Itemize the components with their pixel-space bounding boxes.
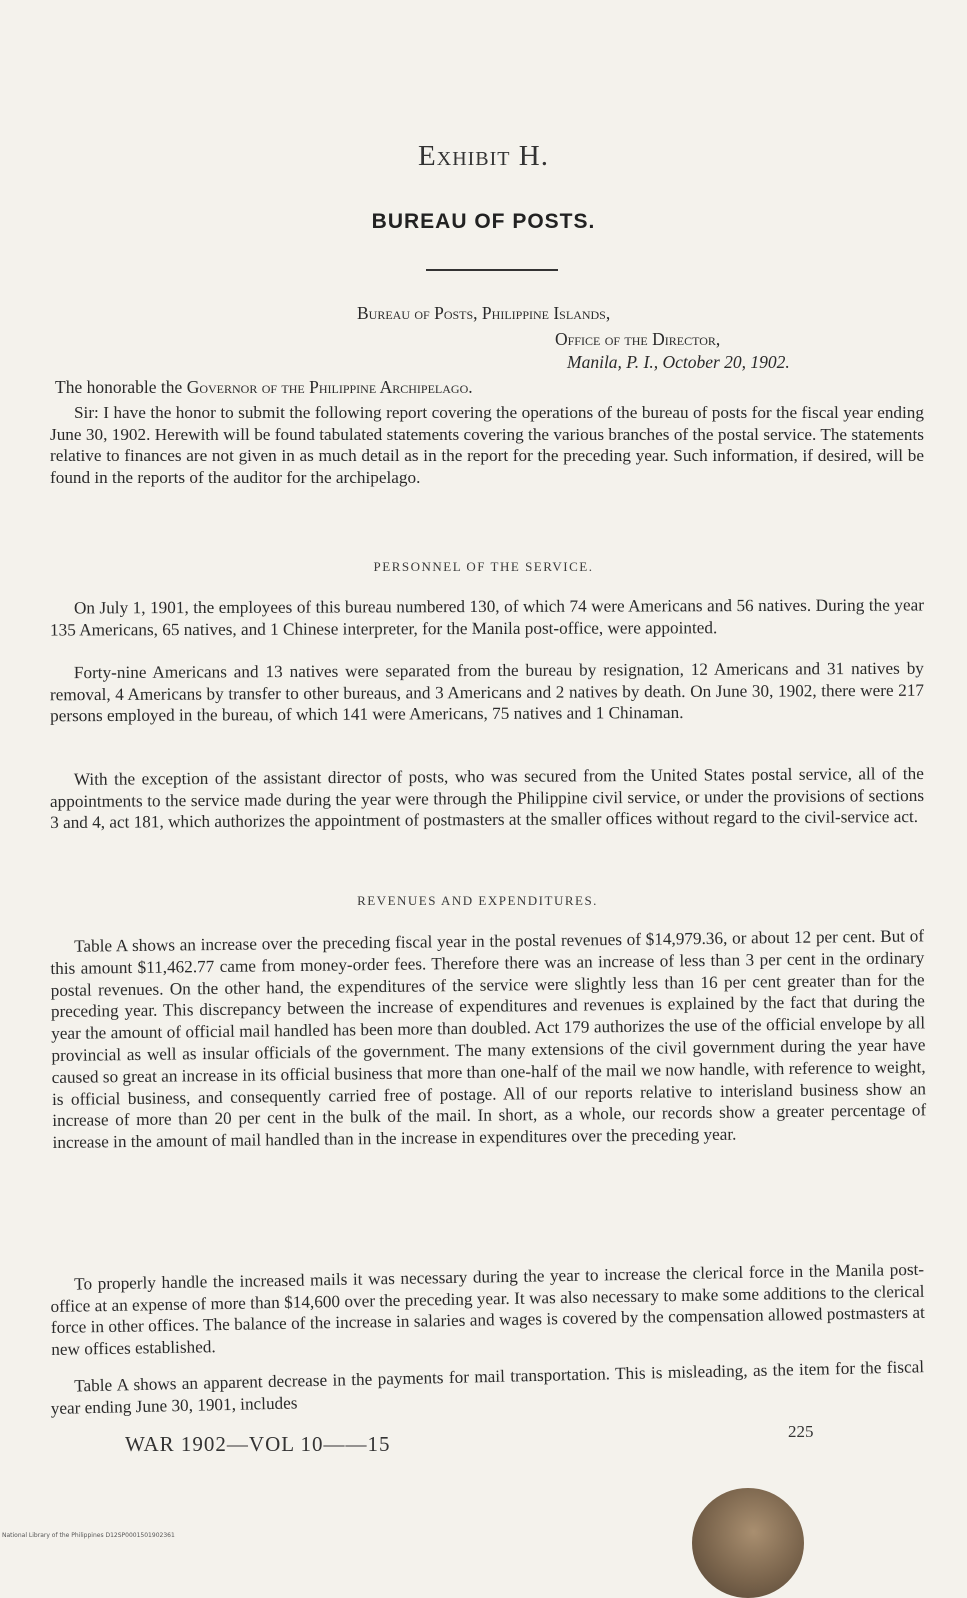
personnel-paragraph-2: Forty-nine Americans and 13 natives were separated from the bureau by resignation, 12 Americans and 31 natives by removal, 4 Americans by transfer to other bureaus, and 3 Americans and 2 natives by death. On June 30, 1902, there were 217 persons employed in the bureau, of which 141 were Americans, 75 natives and 1 Chinaman.: [49, 658, 925, 726]
exhibit-heading: Exhibit H.: [418, 140, 549, 172]
salutation: [55, 377, 925, 398]
address-line-office: Office of the Director,: [555, 329, 721, 349]
revenues-paragraph-1: Table A shows an increase over the preceding fiscal year in the postal revenues of $14,979.36, or about 12 per cent. But of this amount $11,462.77 came from money-order fees. Therefore there was an increase of less than 3 per cent in the ordinary postal revenues. On the other hand, the expenditures of the service were slightly less than 16 per cent greater than for the preceding year. This discrepancy between the increase of expenditures and revenues is explained by the fact that during the year the amount of official mail handled has been more than doubled. Act 179 authorizes the use of the official envelope by all provincial as well as insular officials of the government. The many extensions of the civil government during the year have caused so great an increase in its official business that more than one-half of the mail we now handle, with reference to weight, is official business, and consequently carried free of postage. All of our reports relative to interisland business show an increase of more than 20 per cent in the bulk of the mail. In short, as a whole, our records show a greater percentage of increase in the amount of mail handled than in the increase in expenditures over the preceding year.: [50, 926, 927, 1153]
revenues-paragraph-2: To properly handle the increased mails it was necessary during the year to increase the clerical force in the Manila post-office at an expense of more than $14,600 over the preceding year. It was also necessary to make some additions to the clerical force in other offices. The balance of the increase in salaries and wages is covered by the compensation allowed postmasters at new offices established.: [50, 1259, 925, 1359]
personnel-paragraph-1: On July 1, 1901, the employees of this bureau numbered 130, of which 74 were Americans and 56 natives. During the year 135 Americans, 65 natives, and 1 Chinese interpreter, for the Manila post-office, were appointed.: [50, 595, 924, 640]
address-line-bureau: Bureau of Posts, Philippine Islands,: [357, 303, 611, 323]
address-line-date: Manila, P. I., October 20, 1902.: [567, 352, 790, 372]
section-heading-revenues: REVENUES AND EXPENDITURES.: [357, 893, 598, 908]
title-divider: [426, 269, 558, 271]
salutation-addressee: Governor of the Philippine Archipelago.: [186, 377, 473, 397]
revenues-paragraph-3: Table A shows an apparent decrease in the payments for mail transportation. This is misleading, as the item for the fiscal year ending June 30, 1901, includes: [50, 1357, 925, 1418]
page-number: 225: [788, 1422, 814, 1441]
scan-credit: National Library of the Philippines D12SP0001501902361: [2, 1532, 175, 1539]
personnel-paragraph-3: With the exception of the assistant director of posts, who was secured from the United States postal service, all of the appointments to the service made during the year were through the Philippine civil service, or under the provisions of sections 3 and 4, act 181, which authorizes the appointment of postmasters at the smaller offices without regard to the civil-service act.: [49, 763, 925, 833]
signature-mark: WAR 1902—VOL 10——15: [125, 1432, 391, 1456]
page-title: BUREAU OF POSTS.: [371, 210, 596, 233]
section-heading-personnel: PERSONNEL OF THE SERVICE.: [373, 559, 594, 574]
scanner-thumb-image: [692, 1488, 804, 1598]
salutation-prefix: The honorable the: [55, 377, 187, 397]
intro-paragraph: Sir: I have the honor to submit the following report covering the operations of the bureau of posts for the fiscal year ending June 30, 1902. Herewith will be found tabulated statements covering the various branches of the postal service. The statements relative to finances are not given in as much detail as in the report for the preceding year. Such information, if desired, will be found in the reports of the auditor for the archipelago.: [50, 403, 924, 487]
